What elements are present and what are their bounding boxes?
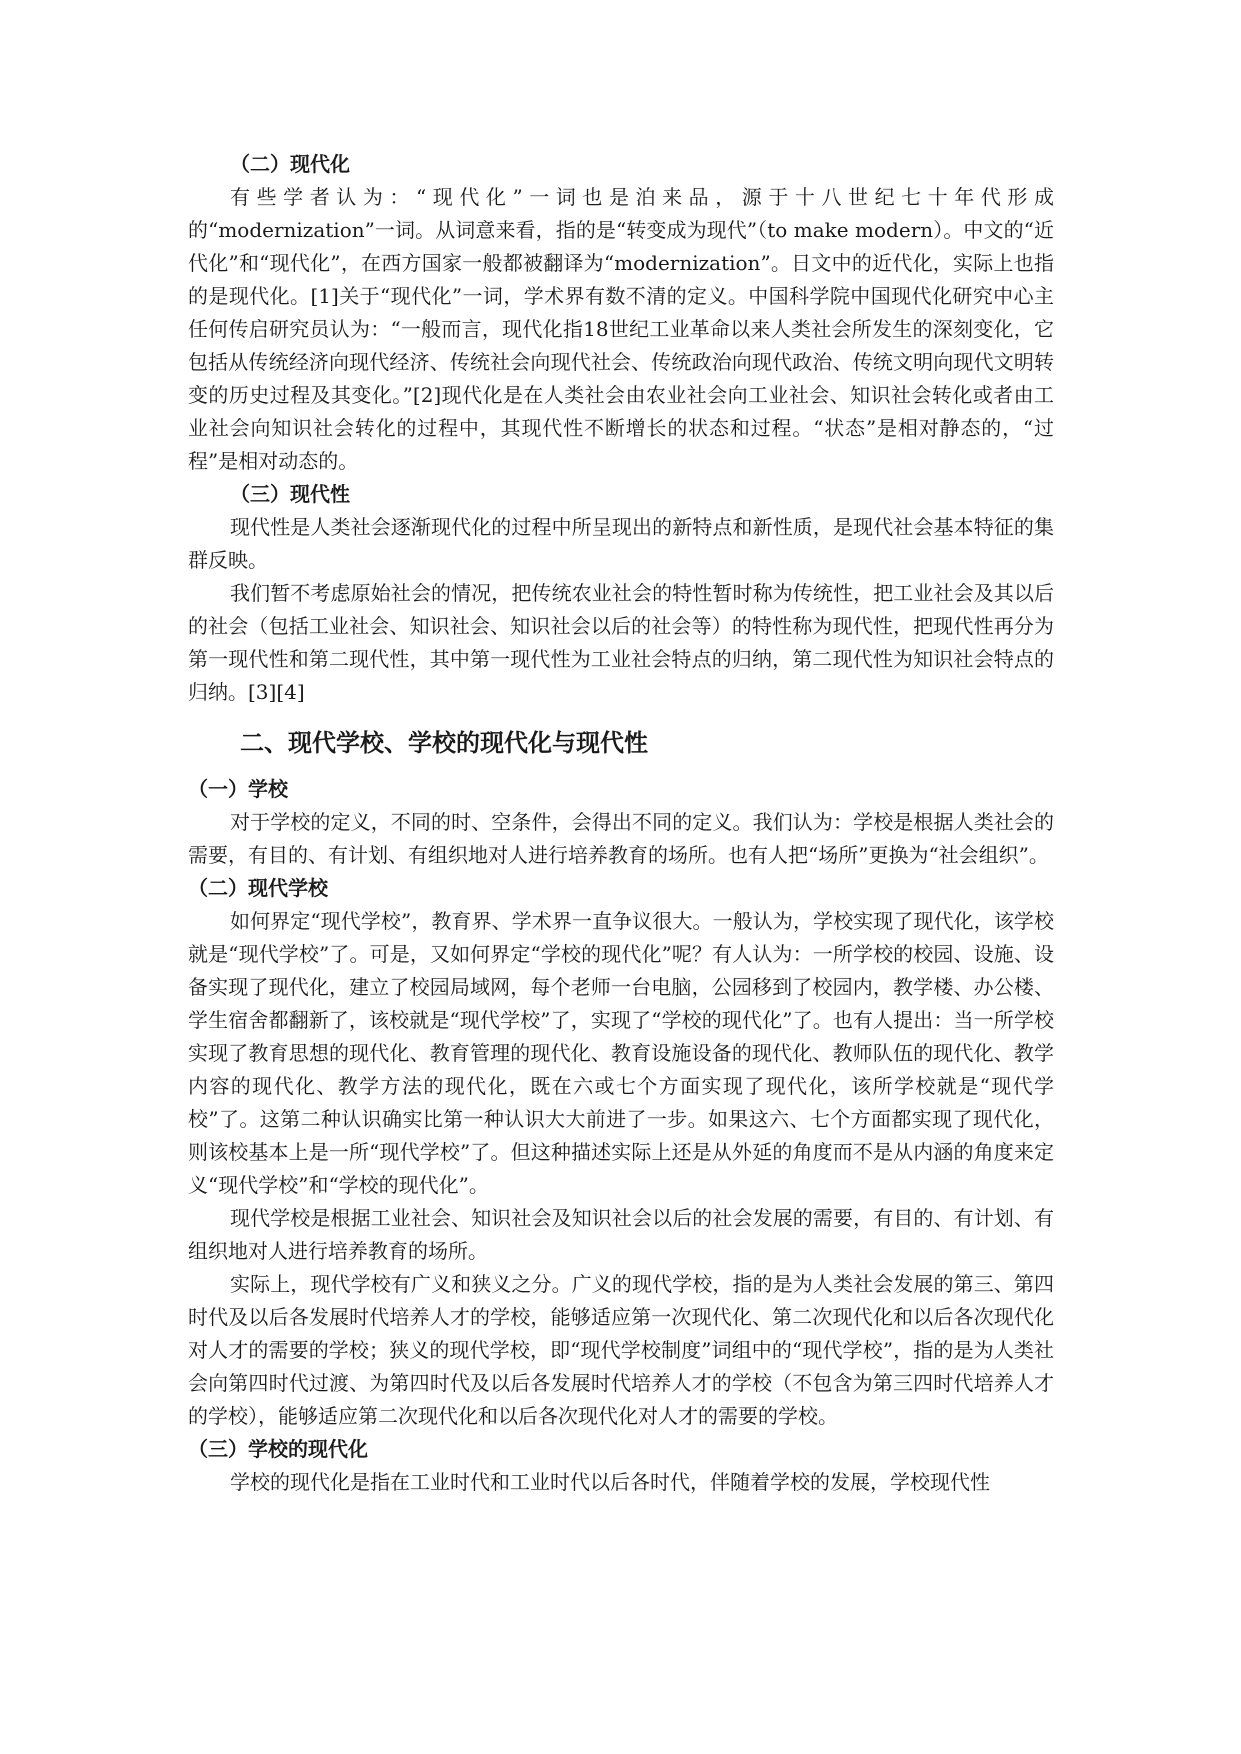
section-heading-school: （一）学校 bbox=[188, 777, 288, 801]
paragraph-school-definition: 对于学校的定义，不同的时、空条件，会得出不同的定义。我们认为：学校是根据人类社会的需要，有目的、有计划、有组织地对人进行培养教育的场所。也有人把“场所”更换为“社会组织”。 bbox=[188, 810, 1054, 867]
section-heading-modernity: （三）现代性 bbox=[230, 482, 350, 506]
paragraph-modernity-definition: 现代性是人类社会逐渐现代化的过程中所呈现出的新特点和新性质，是现代社会基本特征的集群反映。 bbox=[188, 515, 1054, 572]
section-heading-modernization: （二）现代化 bbox=[230, 152, 350, 176]
paragraph-modern-school-debate: 如何界定“现代学校”，教育界、学术界一直争议很大。一般认为，学校实现了现代化，该学校就是“现代学校”了。可是，又如何界定“学校的现代化”呢？有人认为：一所学校的校园、设施、设备实现了现代化，建立了校园局域网，每个老师一台电脑，公园移到了校园内，教学楼、办公楼、学生宿舍都翻新了，该校就是“现代学校”了，实现了“学校的现代化”了。也有人提出：当一所学校实现了教育思想的现代化、教育管理的现代化、教育设施设备的现代化、教师队伍的现代化、教学内容的现代化、教学方法的现代化，既在六或七个方面实现了现代化，该所学校就是“现代学校”了。这第二种认识确实比第一种认识大大前进了一步。如果这六、七个方面都实现了现代化，则该校基本上是一所“现代学校”了。但这种描述实际上还是从外延的角度而不是从内涵的角度来定义“现代学校”和“学校的现代化”。 bbox=[188, 909, 1054, 1197]
chapter-title: 二、现代学校、学校的现代化与现代性 bbox=[240, 729, 648, 757]
section-heading-modern-school: （二）现代学校 bbox=[188, 876, 328, 900]
document-body bbox=[188, 148, 1054, 1499]
paragraph-school-modernization: 学校的现代化是指在工业时代和工业时代以后各时代，伴随着学校的发展，学校现代性 bbox=[230, 1470, 990, 1494]
paragraph-modern-school-definition: 现代学校是根据工业社会、知识社会及知识社会以后的社会发展的需要，有目的、有计划、有组织地对人进行培养教育的场所。 bbox=[188, 1206, 1054, 1263]
paragraph-modernization-definition: 有些学者认为：“现代化”一词也是泊来品，源于十八世纪七十年代形成的“modernization”一词。从词意来看，指的是“转变成为现代”（to make modern）。中文的“近代化”和“现代化”，在西方国家一般都被翻译为“modernization”。日文中的近代化，实际上也指的是现代化。[1]关于“现代化”一词，学术界有数不清的定义。中国科学院中国现代化研究中心主任何传启研究员认为：“一般而言，现代化指18世纪工业革命以来人类社会所发生的深刻变化，它包括从传统经济向现代经济、传统社会向现代社会、传统政治向现代政治、传统文明向现代文明转变的历史过程及其变化。”[2]现代化是在人类社会由农业社会向工业社会、知识社会转化或者由工业社会向知识社会转化的过程中，其现代性不断增长的状态和过程。“状态”是相对静态的，“过程”是相对动态的。 bbox=[188, 185, 1054, 473]
paragraph-modernity-classification: 我们暂不考虑原始社会的情况，把传统农业社会的特性暂时称为传统性，把工业社会及其以后的社会（包括工业社会、知识社会、知识社会以后的社会等）的特性称为现代性，把现代性再分为第一现代性和第二现代性，其中第一现代性为工业社会特点的归纳，第二现代性为知识社会特点的归纳。[3][4] bbox=[188, 581, 1054, 704]
section-heading-school-modernization: （三）学校的现代化 bbox=[188, 1437, 368, 1461]
paragraph-modern-school-broad-narrow: 实际上，现代学校有广义和狭义之分。广义的现代学校，指的是为人类社会发展的第三、第四时代及以后各发展时代培养人才的学校，能够适应第一次现代化、第二次现代化和以后各次现代化对人才的需要的学校；狭义的现代学校，即“现代学校制度”词组中的“现代学校”，指的是为人类社会向第四时代过渡、为第四时代及以后各发展时代培养人才的学校（不包含为第三四时代培养人才的学校），能够适应第二次现代化和以后各次现代化对人才的需要的学校。 bbox=[188, 1272, 1054, 1428]
